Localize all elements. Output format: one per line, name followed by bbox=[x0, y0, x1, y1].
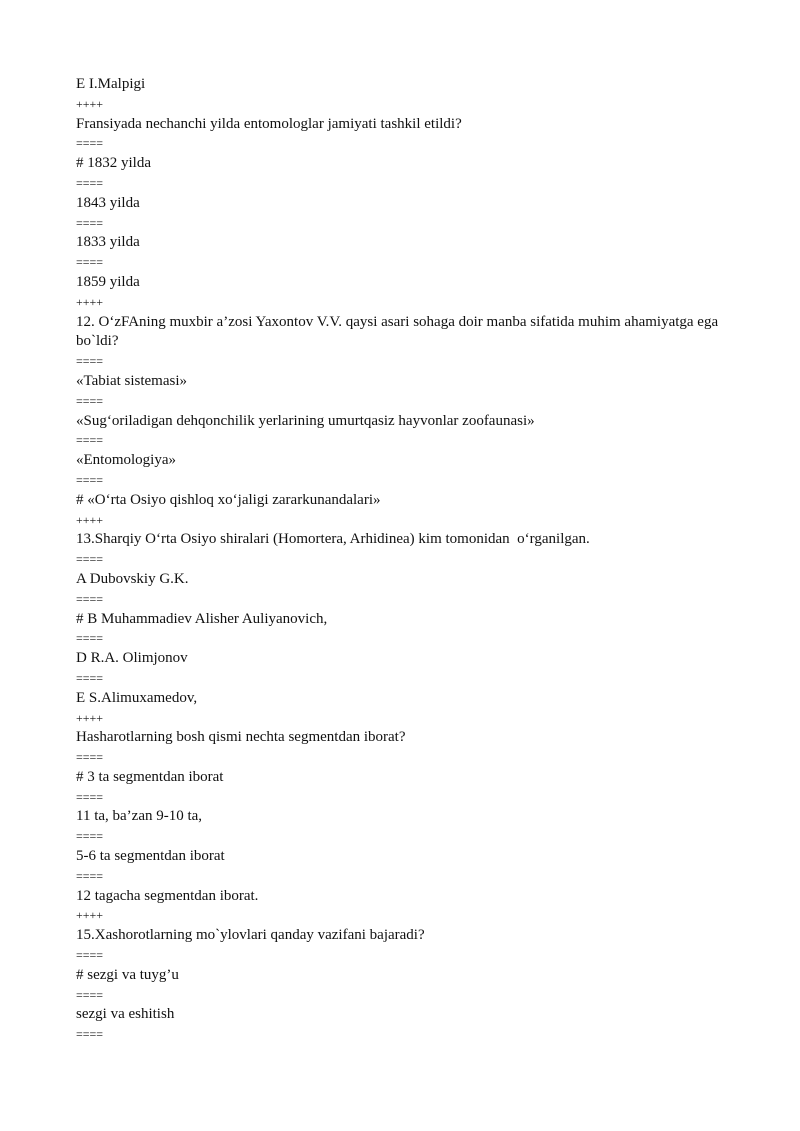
text-line: D R.A. Olimjonov bbox=[76, 650, 188, 667]
text-line: 15.Xashorotlarning mo`ylovlari qanday vazifani bajaradi? bbox=[76, 927, 425, 944]
separator-line: ++++ bbox=[76, 512, 104, 527]
text-line: # B Muhammadiev Alisher Auliyanovich, bbox=[76, 610, 328, 627]
separator-line: ==== bbox=[76, 868, 104, 883]
text-line: 13.Sharqiy O‘rta Osiyo shiralari (Homortera, Arhidinea) kim tomonidan o‘rganilgan. bbox=[76, 531, 590, 548]
separator-line: ==== bbox=[76, 354, 104, 369]
separator-line: ==== bbox=[76, 433, 104, 448]
separator-line: ==== bbox=[76, 591, 104, 606]
separator-line: ++++ bbox=[76, 294, 104, 309]
text-line: sezgi va eshitish bbox=[76, 1006, 175, 1023]
separator-line: ==== bbox=[76, 136, 104, 151]
separator-line: ==== bbox=[76, 215, 104, 230]
separator-line: ==== bbox=[76, 255, 104, 270]
separator-line: ++++ bbox=[76, 96, 104, 111]
text-line: # 3 ta segmentdan iborat bbox=[76, 768, 224, 785]
text-line: 11 ta, ba’zan 9-10 ta, bbox=[76, 808, 203, 825]
separator-line: ++++ bbox=[76, 908, 104, 923]
separator-line: ==== bbox=[76, 750, 104, 765]
separator-line: ++++ bbox=[76, 710, 104, 725]
separator-line: ==== bbox=[76, 987, 104, 1002]
separator-line: ==== bbox=[76, 948, 104, 963]
text-line: Fransiyada nechanchi yilda entomologlar jamiyati tashkil etildi? bbox=[76, 115, 462, 132]
separator-line: ==== bbox=[76, 631, 104, 646]
text-line: A Dubovskiy G.K. bbox=[76, 570, 189, 587]
document-body bbox=[76, 75, 726, 1045]
text-line: E S.Alimuxamedov, bbox=[76, 689, 198, 706]
separator-line: ==== bbox=[76, 552, 104, 567]
separator-line: ==== bbox=[76, 829, 104, 844]
separator-line: ==== bbox=[76, 670, 104, 685]
separator-line: ==== bbox=[76, 393, 104, 408]
text-line: 12. O‘zFAning muxbir a’zosi Yaxontov V.V. qaysi asari sohaga doir manba sifatida muhim ahamiyatga ega bo`ldi? bbox=[76, 313, 722, 350]
text-line: # 1832 yilda bbox=[76, 155, 151, 172]
text-line: 12 tagacha segmentdan iborat. bbox=[76, 887, 259, 904]
text-line: # «O‘rta Osiyo qishloq xo‘jaligi zararkunandalari» bbox=[76, 491, 381, 508]
text-line: 5-6 ta segmentdan iborat bbox=[76, 848, 225, 865]
separator-line: ==== bbox=[76, 472, 104, 487]
text-line: 1843 yilda bbox=[76, 194, 140, 211]
text-line: # sezgi va tuyg’u bbox=[76, 966, 179, 983]
text-line: «Tabiat sistemasi» bbox=[76, 372, 188, 389]
separator-line: ==== bbox=[76, 789, 104, 804]
text-line: 1833 yilda bbox=[76, 234, 140, 251]
separator-line: ==== bbox=[76, 1027, 104, 1042]
text-line: «Entomologiya» bbox=[76, 452, 176, 469]
text-line: E I.Malpigi bbox=[76, 76, 146, 92]
text-line: «Sug‘oriladigan dehqonchilik yerlarining umurtqasiz hayvonlar zoofaunasi» bbox=[76, 412, 535, 429]
separator-line: ==== bbox=[76, 175, 104, 190]
text-line: Hasharotlarning bosh qismi nechta segmentdan iborat? bbox=[76, 729, 406, 746]
text-line: 1859 yilda bbox=[76, 273, 140, 290]
